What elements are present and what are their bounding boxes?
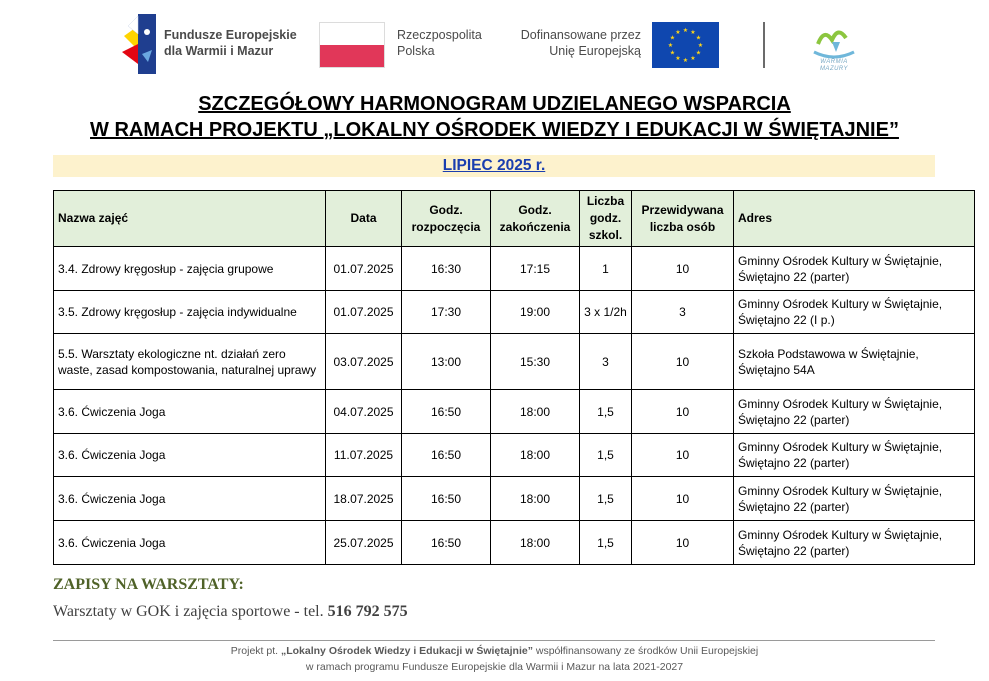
cell-name: 3.5. Zdrowy kręgosłup - zajęcia indywidualne	[54, 291, 326, 334]
cell-name: 3.4. Zdrowy kręgosłup - zajęcia grupowe	[54, 247, 326, 291]
cell-people: 10	[632, 477, 734, 521]
table-header-row	[54, 191, 975, 247]
fundusze-europejskie-text	[164, 27, 297, 59]
footer-line1	[0, 643, 989, 659]
cell-hours: 1,5	[580, 434, 632, 477]
fundusze-europejskie-logo-icon	[120, 14, 156, 74]
cell-hours: 3 x 1/2h	[580, 291, 632, 334]
svg-text:★: ★	[695, 49, 702, 57]
header-address: Adres	[734, 191, 975, 247]
header-end: Godz. zakończenia	[491, 191, 580, 247]
cell-address: Gminny Ośrodek Kultury w Świętajnie, Świętajno 22 (parter)	[734, 390, 975, 434]
cell-people: 10	[632, 247, 734, 291]
page-title	[0, 91, 989, 143]
cell-name: 3.6. Ćwiczenia Joga	[54, 477, 326, 521]
svg-text:★: ★	[675, 29, 681, 36]
cell-start: 16:50	[402, 477, 491, 521]
cell-date: 18.07.2025	[326, 477, 402, 521]
cell-end: 19:00	[491, 291, 580, 334]
cell-end: 18:00	[491, 434, 580, 477]
svg-text:★: ★	[682, 27, 689, 34]
title-line2: W RAMACH PROJEKTU „LOKALNY OŚRODEK WIEDZY I EDUKACJI W ŚWIĘTAJNIE”	[90, 119, 899, 141]
cell-start: 13:00	[402, 334, 491, 390]
cell-start: 17:30	[402, 291, 491, 334]
logo-separator	[763, 22, 765, 68]
footer-project-name: „Lokalny Ośrodek Wiedzy i Edukacji w Świętajnie”	[280, 645, 533, 657]
rzeczpospolita-text	[397, 27, 482, 59]
svg-text:★: ★	[695, 34, 702, 42]
cell-name: 3.6. Ćwiczenia Joga	[54, 434, 326, 477]
svg-text:★: ★	[675, 55, 681, 62]
cell-end: 17:15	[491, 247, 580, 291]
title-line1: SZCZEGÓŁOWY HARMONOGRAM UDZIELANEGO WSPARCIA	[198, 93, 791, 115]
svg-text:★: ★	[669, 49, 676, 57]
logo-bar	[0, 10, 989, 80]
eu-line2: Unię Europejską	[549, 44, 641, 58]
cell-people: 10	[632, 521, 734, 565]
poland-flag-icon	[319, 22, 385, 68]
cell-date: 11.07.2025	[326, 434, 402, 477]
table-row	[54, 434, 975, 477]
header-date: Data	[326, 191, 402, 247]
cell-people: 10	[632, 390, 734, 434]
table-row	[54, 291, 975, 334]
footer-suffix: współfinansowany ze środków Unii Europejskiej	[532, 645, 759, 657]
cell-people: 10	[632, 334, 734, 390]
signup-text: Warsztaty w GOK i zajęcia sportowe - tel.	[53, 603, 324, 620]
cell-people: 10	[632, 434, 734, 477]
table-row	[54, 390, 975, 434]
footer	[0, 643, 989, 675]
header-start: Godz. rozpoczęcia	[402, 191, 491, 247]
cell-end: 18:00	[491, 477, 580, 521]
eu-funding-text	[515, 27, 641, 59]
signup-line	[53, 603, 408, 621]
cell-address: Gminny Ośrodek Kultury w Świętajnie, Świętajno 22 (parter)	[734, 477, 975, 521]
warmia-mazury-text: WARMIA MAZURY	[819, 59, 849, 72]
cell-date: 01.07.2025	[326, 247, 402, 291]
month-label: LIPIEC 2025 r.	[442, 157, 546, 174]
cell-start: 16:50	[402, 521, 491, 565]
table-row	[54, 477, 975, 521]
rp-line1: Rzeczpospolita	[397, 28, 482, 42]
header-people: Przewidywana liczba osób	[632, 191, 734, 247]
cell-address: Gminny Ośrodek Kultury w Świętajnie, Świętajno 22 (parter)	[734, 434, 975, 477]
cell-date: 04.07.2025	[326, 390, 402, 434]
svg-text:★: ★	[690, 29, 696, 36]
table-row	[54, 334, 975, 390]
month-banner	[53, 155, 935, 177]
cell-end: 15:30	[491, 334, 580, 390]
cell-name: 3.6. Ćwiczenia Joga	[54, 521, 326, 565]
rp-line2: Polska	[397, 44, 435, 58]
footer-prefix: Projekt pt.	[230, 645, 281, 657]
cell-people: 3	[632, 291, 734, 334]
cell-hours: 1,5	[580, 390, 632, 434]
header-name: Nazwa zajęć	[54, 191, 326, 247]
cell-address: Gminny Ośrodek Kultury w Świętajnie, Świętajno 22 (parter)	[734, 521, 975, 565]
fe-line1: Fundusze Europejskie	[164, 28, 297, 42]
signup-heading: ZAPISY NA WARSZTATY:	[53, 576, 244, 593]
svg-text:★: ★	[690, 55, 696, 62]
eu-flag-icon	[652, 22, 719, 68]
cell-hours: 1,5	[580, 521, 632, 565]
cell-start: 16:50	[402, 434, 491, 477]
cell-name: 5.5. Warsztaty ekologiczne nt. działań zero waste, zasad kompostowania, naturalnej uprawy	[54, 334, 326, 390]
cell-address: Szkoła Podstawowa w Świętajnie, Świętajno 54A	[734, 334, 975, 390]
footer-line2: w ramach programu Fundusze Europejskie dla Warmii i Mazur na lata 2021-2027	[305, 661, 684, 673]
fe-line2: dla Warmii i Mazur	[164, 44, 274, 58]
cell-hours: 1,5	[580, 477, 632, 521]
cell-hours: 3	[580, 334, 632, 390]
table-row	[54, 521, 975, 565]
svg-text:★: ★	[669, 34, 676, 42]
svg-text:★: ★	[667, 42, 674, 49]
cell-date: 01.07.2025	[326, 291, 402, 334]
cell-hours: 1	[580, 247, 632, 291]
schedule-table	[53, 190, 975, 565]
cell-address: Gminny Ośrodek Kultury w Świętajnie, Świętajno 22 (I p.)	[734, 291, 975, 334]
footer-divider	[53, 640, 935, 641]
signup-phone: 516 792 575	[327, 603, 408, 620]
cell-end: 18:00	[491, 521, 580, 565]
cell-date: 03.07.2025	[326, 334, 402, 390]
cell-start: 16:50	[402, 390, 491, 434]
svg-text:★: ★	[682, 57, 689, 64]
cell-address: Gminny Ośrodek Kultury w Świętajnie, Świętajno 22 (parter)	[734, 247, 975, 291]
eu-line1: Dofinansowane przez	[520, 28, 641, 42]
table-row	[54, 247, 975, 291]
cell-name: 3.6. Ćwiczenia Joga	[54, 390, 326, 434]
svg-text:★: ★	[697, 42, 704, 49]
cell-start: 16:30	[402, 247, 491, 291]
cell-date: 25.07.2025	[326, 521, 402, 565]
cell-end: 18:00	[491, 390, 580, 434]
header-hours: Liczba godz. szkol.	[580, 191, 632, 247]
